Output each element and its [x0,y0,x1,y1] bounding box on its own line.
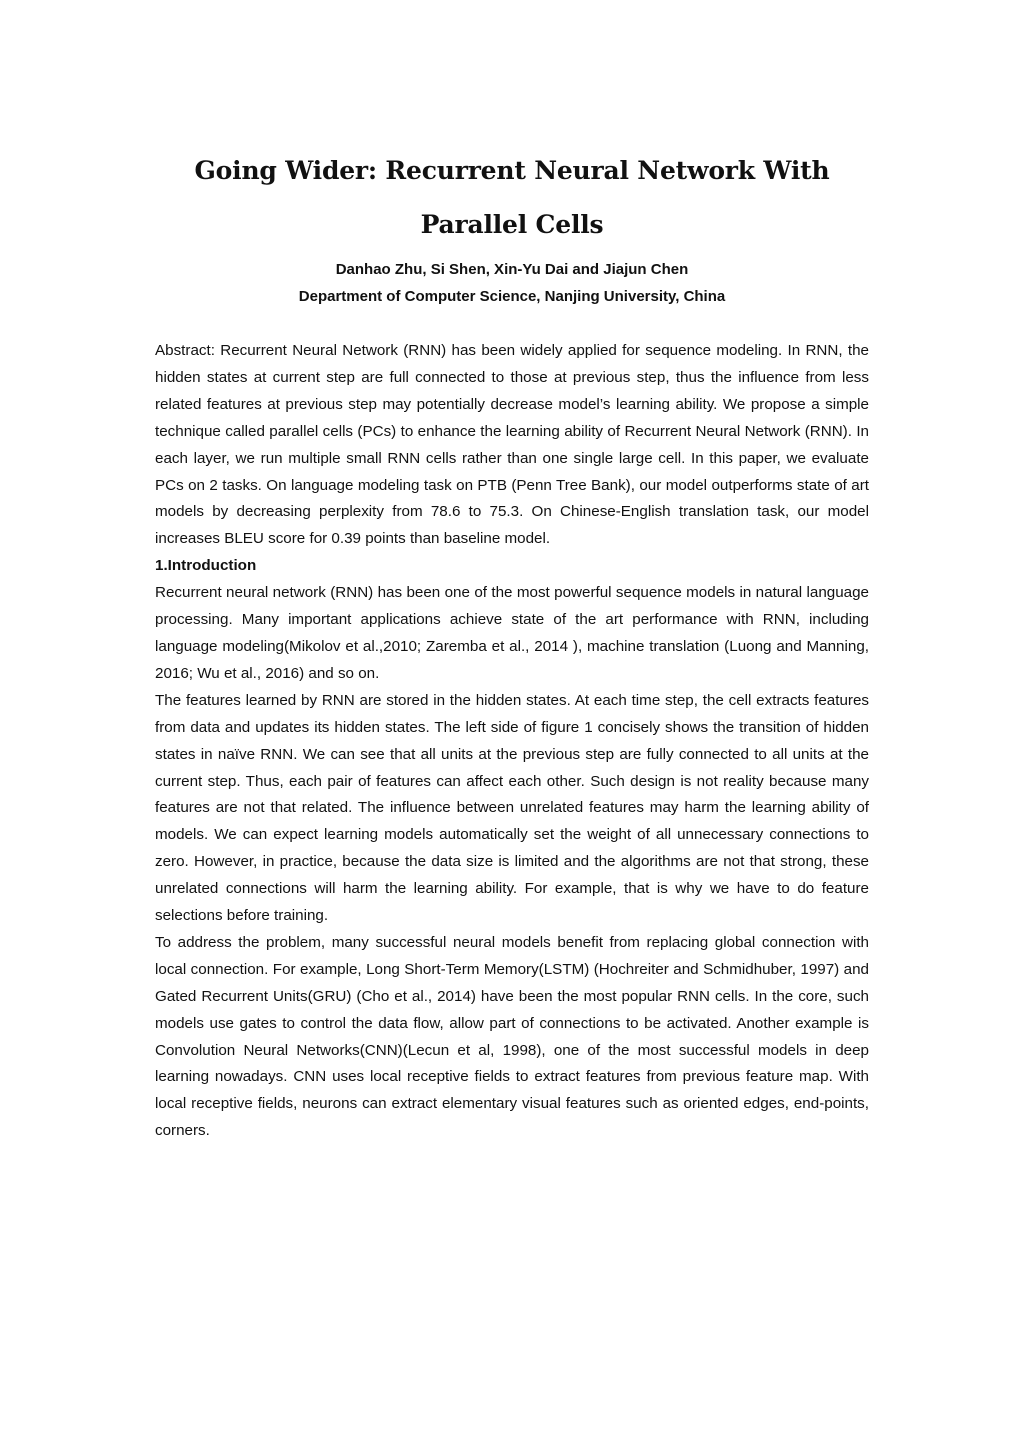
section-heading-introduction: 1.Introduction [155,557,257,575]
affiliation: Department of Computer Science, Nanjing University, China [298,288,726,305]
paper-body [155,338,869,1145]
paper-title: Going Wider: Recurrent Neural Network With Parallel Cells [194,156,830,239]
intro-paragraph-1: Recurrent neural network (RNN) has been one of the most powerful sequence models in natural language processing. Many important applications achieve state of the art performance with RNN, including language modeling(Mikolov et al.,2010; Zaremba et al., 2014 ), machine translation (Luong and Manning, 2016; Wu et al., 2016) and so on. [155,584,869,682]
abstract: Abstract: Recurrent Neural Network (RNN) has been widely applied for sequence modeling. In RNN, the hidden states at current step are full connected to those at previous step, thus the influence from less related features at previous step may potentially decrease model’s learning ability. We propose a simple technique called parallel cells (PCs) to enhance the learning ability of Recurrent Neural Network (RNN). In each layer, we run multiple small RNN cells rather than one single large cell. In this paper, we evaluate PCs on 2 tasks. On language modeling task on PTB (Penn Tree Bank), our model outperforms state of art models by decreasing perplexity from 78.6 to 75.3. On Chinese-English translation task, our model increases BLEU score for 0.39 points than baseline model. [155,342,869,548]
intro-paragraph-3: To address the problem, many successful neural models benefit from replacing global connection with local connection. For example, Long Short-Term Memory(LSTM) (Hochreiter and Schmidhuber, 1997) and Gated Recurrent Units(GRU) (Cho et al., 2014) have been the most popular RNN cells. In the core, such models use gates to control the data flow, allow part of connections to be activated. Another example is Convolution Neural Networks(CNN)(Lecun et al, 1998), one of the most successful models in deep learning nowadays. CNN uses local receptive fields to extract features from previous feature map. With local receptive fields, neurons can extract elementary visual features such as oriented edges, end-points, corners. [155,933,869,1140]
author-list: Danhao Zhu, Si Shen, Xin-Yu Dai and Jiajun Chen [335,261,689,278]
intro-paragraph-2: The features learned by RNN are stored in the hidden states. At each time step, the cell extracts features from data and updates its hidden states. The left side of figure 1 concisely shows the transition of hidden states in naïve RNN. We can see that all units at the previous step are fully connected to all units at the current step. Thus, each pair of features can affect each other. Such design is not reality because many features are not that related. The influence between unrelated features may harm the learning ability of models. We can expect learning models automatically set the weight of all unnecessary connections to zero. However, in practice, because the data size is limited and the algorithms are not that strong, these unrelated connections will harm the learning ability. For example, that is why we have to do feature selections before training. [155,691,869,925]
